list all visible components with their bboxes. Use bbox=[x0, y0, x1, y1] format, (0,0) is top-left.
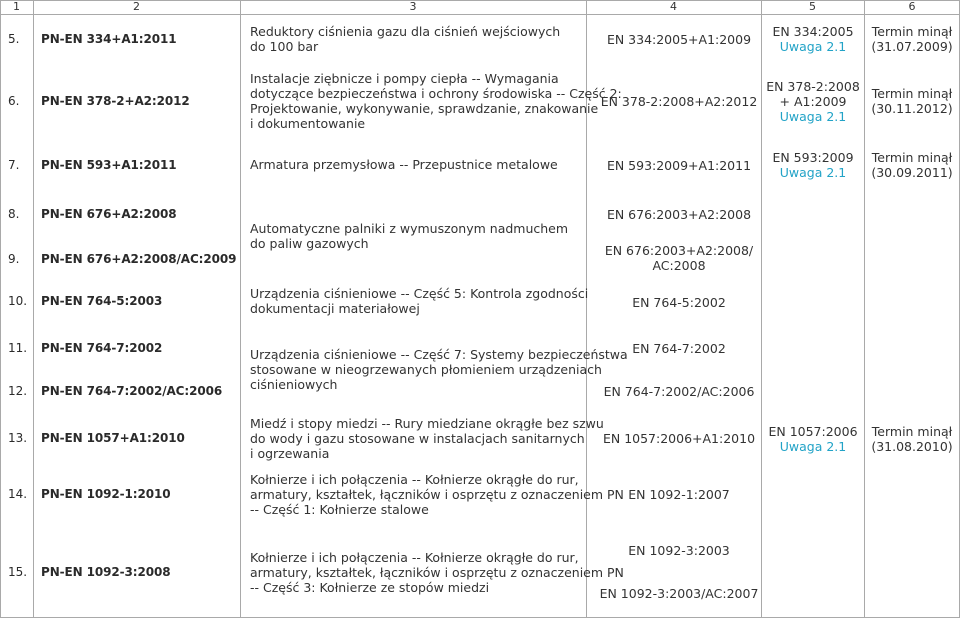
row-number: 13. bbox=[8, 431, 28, 445]
en-standard: EN 764-7:2002/AC:2006 bbox=[603, 384, 755, 399]
standard-code: PN-EN 593+A1:2011 bbox=[41, 158, 177, 172]
en-standard: EN 676:2003+A2:2008 bbox=[606, 207, 752, 222]
en-standard: EN 1092-3:2003/AC:2007 bbox=[599, 586, 759, 601]
en-standard: EN 593:2009+A1:2011 bbox=[606, 158, 752, 173]
deadline-status: Termin minął (31.07.2009) bbox=[871, 24, 953, 54]
standard-code: PN-EN 378-2+A2:2012 bbox=[41, 94, 190, 108]
standard-code: PN-EN 764-7:2002/AC:2006 bbox=[41, 384, 223, 398]
standard-code: PN-EN 1092-1:2010 bbox=[41, 487, 171, 501]
row-number: 14. bbox=[8, 487, 28, 501]
standard-code: PN-EN 1092-3:2008 bbox=[41, 565, 171, 579]
row-number: 12. bbox=[8, 384, 28, 398]
standard-title: Automatyczne palniki z wymuszonym nadmuchem do paliw gazowych bbox=[250, 221, 569, 251]
column-header-5: 5 bbox=[809, 0, 816, 13]
en-standard: EN 764-7:2002 bbox=[632, 341, 726, 356]
deadline-status: Termin minął (30.09.2011) bbox=[871, 150, 953, 180]
replaced-standard: EN 378-2:2008 + A1:2009 Uwaga 2.1 bbox=[761, 79, 865, 124]
en-standard: EN 378-2:2008+A2:2012 bbox=[600, 94, 758, 109]
standard-title: Instalacje ziębnicze i pompy ciepła -- Wymagania dotyczące bezpieczeństwa i ochrony środowiska -- Część 2: Projektowanie, wykonywanie, sprawdzanie, znakowanie i dokumentowanie bbox=[250, 71, 622, 131]
column-header-6: 6 bbox=[908, 0, 916, 13]
en-standard: EN 764-5:2002 bbox=[632, 295, 726, 310]
standard-title: Urządzenia ciśnieniowe -- Część 7: Systemy bezpieczeństwa stosowane w nieogrzewanych płomieniem urządzeniach ciśnieniowych bbox=[250, 347, 628, 392]
column-header-1: 1 bbox=[13, 0, 20, 13]
uwaga-note: Uwaga 2.1 bbox=[779, 439, 847, 454]
en-standard: EN 1092-1:2007 bbox=[628, 487, 730, 502]
standard-title: Urządzenia ciśnieniowe -- Część 5: Kontrola zgodności dokumentacji materiałowej bbox=[250, 286, 589, 316]
standard-title: Miedź i stopy miedzi -- Rury miedziane okrągłe bez szwu do wody i gazu stosowane w instalacjach sanitarnych i ogrzewania bbox=[250, 416, 604, 461]
standard-code: PN-EN 334+A1:2011 bbox=[41, 32, 177, 46]
column-header-3: 3 bbox=[409, 0, 417, 13]
en-standard: EN 1057:2006+A1:2010 bbox=[602, 431, 756, 446]
standard-title: Kołnierze i ich połączenia -- Kołnierze okrągłe do rur, armatury, kształtek, łączników i osprzętu z oznaczeniem PN -- Część 1: Kołnierze stalowe bbox=[250, 472, 624, 517]
replaced-standard: EN 334:2005 Uwaga 2.1 bbox=[761, 24, 865, 54]
uwaga-note: Uwaga 2.1 bbox=[779, 165, 847, 180]
standard-title: Kołnierze i ich połączenia -- Kołnierze okrągłe do rur, armatury, kształtek, łączników i osprzętu z oznaczeniem PN -- Część 3: Kołnierze ze stopów miedzi bbox=[250, 550, 624, 595]
standard-code: PN-EN 676+A2:2008/AC:2009 bbox=[41, 252, 237, 266]
en-standard: EN 1092-3:2003 bbox=[628, 543, 730, 558]
en-standard: EN 676:2003+A2:2008/ AC:2008 bbox=[604, 243, 754, 273]
row-number: 5. bbox=[8, 32, 20, 46]
row-number: 15. bbox=[8, 565, 28, 579]
row-number: 7. bbox=[8, 158, 20, 172]
standard-code: PN-EN 764-5:2003 bbox=[41, 294, 163, 308]
standard-title: Reduktory ciśnienia gazu dla ciśnień wejściowych do 100 bar bbox=[250, 24, 561, 54]
standard-code: PN-EN 1057+A1:2010 bbox=[41, 431, 185, 445]
column-header-4: 4 bbox=[670, 0, 677, 13]
column-header-2: 2 bbox=[133, 0, 140, 13]
standard-code: PN-EN 764-7:2002 bbox=[41, 341, 163, 355]
row-number: 10. bbox=[8, 294, 28, 308]
replaced-standard: EN 593:2009 Uwaga 2.1 bbox=[761, 150, 865, 180]
replaced-standard: EN 1057:2006 Uwaga 2.1 bbox=[761, 424, 865, 454]
en-standard: EN 334:2005+A1:2009 bbox=[606, 32, 752, 47]
row-number: 8. bbox=[8, 207, 20, 221]
deadline-status: Termin minął (30.11.2012) bbox=[871, 86, 953, 116]
row-number: 11. bbox=[8, 341, 28, 355]
row-number: 6. bbox=[8, 94, 20, 108]
standard-title: Armatura przemysłowa -- Przepustnice metalowe bbox=[250, 157, 558, 172]
row-number: 9. bbox=[8, 252, 20, 266]
uwaga-note: Uwaga 2.1 bbox=[779, 39, 847, 54]
standard-code: PN-EN 676+A2:2008 bbox=[41, 207, 177, 221]
uwaga-note: Uwaga 2.1 bbox=[779, 109, 847, 124]
deadline-status: Termin minął (31.08.2010) bbox=[871, 424, 953, 454]
